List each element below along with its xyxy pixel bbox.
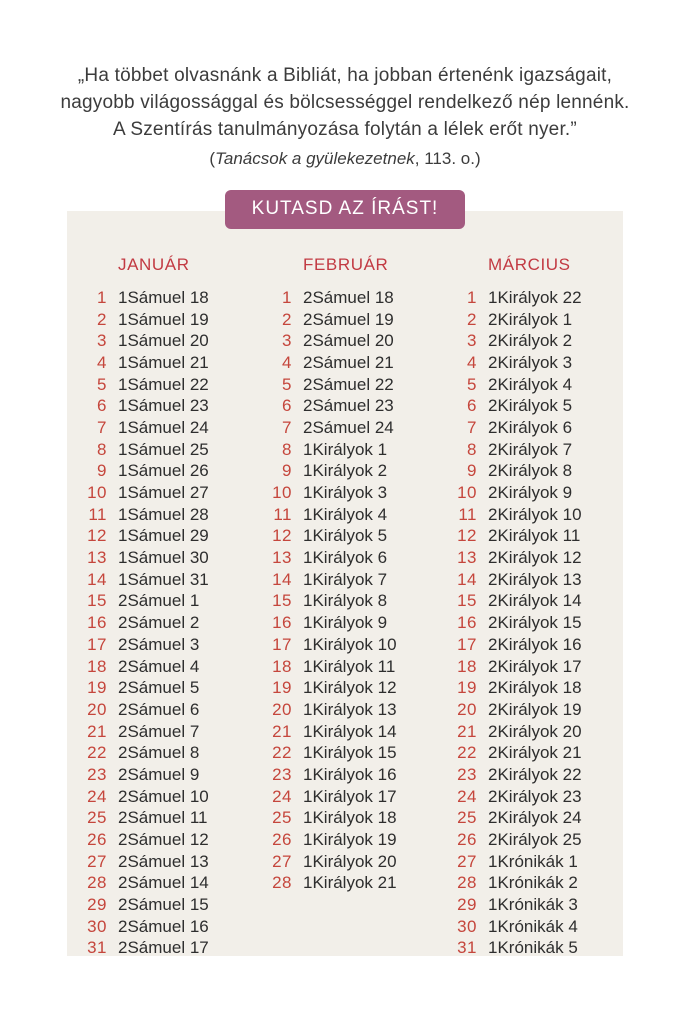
day-number: 8 xyxy=(97,439,107,459)
day-number: 31 xyxy=(457,938,477,958)
day-number: 6 xyxy=(282,396,292,416)
day-number: 23 xyxy=(457,764,477,784)
reading-reference: 1Királyok 14 xyxy=(303,721,397,741)
reading-row xyxy=(67,330,252,352)
reading-reference: 2Királyok 20 xyxy=(488,721,582,741)
reading-reference: 2Sámuel 12 xyxy=(118,830,209,850)
reading-row xyxy=(437,461,623,483)
reading-reference: 1Királyok 17 xyxy=(303,786,397,806)
reading-row xyxy=(437,547,623,569)
reading-row xyxy=(252,287,437,309)
month-header: MÁRCIUS xyxy=(488,255,571,274)
reading-row xyxy=(252,547,437,569)
day-number: 10 xyxy=(87,483,107,503)
day-number: 19 xyxy=(457,678,477,698)
reading-row xyxy=(437,612,623,634)
day-number: 14 xyxy=(457,569,477,589)
reading-row xyxy=(437,742,623,764)
reading-row xyxy=(67,851,252,873)
reading-row xyxy=(67,916,252,938)
reading-reference: 2Sámuel 4 xyxy=(118,656,200,676)
reading-reference: 1Krónikák 2 xyxy=(488,873,578,893)
reading-row xyxy=(252,829,437,851)
reading-row xyxy=(437,504,623,526)
reading-reference: 2Királyok 14 xyxy=(488,591,582,611)
reading-reference: 1Sámuel 28 xyxy=(118,504,209,524)
reading-row xyxy=(437,894,623,916)
day-number: 15 xyxy=(272,591,292,611)
reading-row xyxy=(437,786,623,808)
reading-reference: 2Sámuel 3 xyxy=(118,634,200,654)
reading-reference: 2Királyok 5 xyxy=(488,396,573,416)
months-grid xyxy=(67,255,623,959)
reading-row xyxy=(437,677,623,699)
reading-reference: 1Sámuel 30 xyxy=(118,548,209,568)
day-number: 2 xyxy=(282,309,292,329)
reading-row xyxy=(437,526,623,548)
reading-reference: 1Királyok 15 xyxy=(303,743,397,763)
reading-reference: 2Sámuel 23 xyxy=(303,396,394,416)
day-number: 24 xyxy=(272,786,292,806)
reading-reference: 2Sámuel 19 xyxy=(303,309,394,329)
day-number: 20 xyxy=(457,699,477,719)
banner xyxy=(225,190,466,229)
day-number: 29 xyxy=(457,895,477,915)
day-number: 6 xyxy=(97,396,107,416)
day-number: 28 xyxy=(87,873,107,893)
reading-row xyxy=(437,938,623,960)
day-number: 18 xyxy=(87,656,107,676)
reading-row xyxy=(67,287,252,309)
reading-row xyxy=(252,677,437,699)
reading-reference: 2Királyok 1 xyxy=(488,309,573,329)
reading-row xyxy=(67,808,252,830)
day-number: 23 xyxy=(87,764,107,784)
reading-row xyxy=(252,699,437,721)
day-number: 15 xyxy=(457,591,477,611)
reading-reference: 2Királyok 24 xyxy=(488,808,582,828)
day-number: 19 xyxy=(272,678,292,698)
reading-row xyxy=(437,808,623,830)
reading-reference: 2Királyok 12 xyxy=(488,548,582,568)
day-number: 11 xyxy=(88,504,107,524)
quote-line-3: A Szentírás tanulmányozása folytán a lélek erőt nyer.” xyxy=(113,119,577,140)
reading-row xyxy=(67,656,252,678)
reading-row xyxy=(252,851,437,873)
reading-reference: 2Sámuel 22 xyxy=(303,374,394,394)
day-number: 18 xyxy=(457,656,477,676)
reading-row xyxy=(437,569,623,591)
reading-reference: 2Királyok 3 xyxy=(488,352,573,372)
reading-row xyxy=(252,612,437,634)
reading-row xyxy=(67,547,252,569)
reading-reference: 1Krónikák 5 xyxy=(488,938,578,958)
month-column xyxy=(437,255,623,959)
reading-row xyxy=(252,569,437,591)
day-number: 20 xyxy=(272,699,292,719)
reading-row xyxy=(252,374,437,396)
reading-row xyxy=(252,634,437,656)
day-number: 22 xyxy=(272,743,292,763)
reading-row xyxy=(67,742,252,764)
reading-reference: 2Királyok 10 xyxy=(488,504,582,524)
reading-row xyxy=(67,699,252,721)
reading-row xyxy=(437,309,623,331)
reading-reference: 2Sámuel 9 xyxy=(118,764,200,784)
day-number: 4 xyxy=(467,352,477,372)
reading-row xyxy=(437,352,623,374)
reading-reference: 2Sámuel 7 xyxy=(118,721,200,741)
citation xyxy=(0,149,690,169)
reading-row xyxy=(67,873,252,895)
day-number: 26 xyxy=(457,830,477,850)
reading-row xyxy=(252,808,437,830)
reading-reference: 1Sámuel 21 xyxy=(118,352,209,372)
reading-reference: 1Királyok 6 xyxy=(303,548,388,568)
day-number: 28 xyxy=(272,873,292,893)
day-number: 17 xyxy=(272,634,292,654)
day-number: 22 xyxy=(457,743,477,763)
reading-reference: 1Sámuel 25 xyxy=(118,439,209,459)
reading-row xyxy=(252,482,437,504)
day-number: 7 xyxy=(97,417,107,437)
reading-reference: 2Sámuel 21 xyxy=(303,352,394,372)
day-number: 1 xyxy=(97,287,107,307)
day-number: 11 xyxy=(273,504,292,524)
reading-reference: 2Királyok 16 xyxy=(488,634,582,654)
reading-reference: 2Sámuel 20 xyxy=(303,331,394,351)
day-number: 11 xyxy=(458,504,477,524)
citation-title: Tanácsok a gyülekezetnek xyxy=(215,149,415,168)
reading-reference: 2Sámuel 16 xyxy=(118,916,209,936)
reading-reference: 1Királyok 10 xyxy=(303,634,397,654)
day-number: 27 xyxy=(87,851,107,871)
citation-rest: , 113. o.) xyxy=(414,149,481,168)
day-number: 12 xyxy=(457,526,477,546)
day-number: 23 xyxy=(272,764,292,784)
reading-row xyxy=(67,352,252,374)
day-number: 10 xyxy=(457,483,477,503)
day-number: 22 xyxy=(87,743,107,763)
reading-reference: 2Sámuel 14 xyxy=(118,873,209,893)
reading-reference: 2Sámuel 1 xyxy=(118,591,200,611)
reading-row xyxy=(437,699,623,721)
quote-block xyxy=(0,62,690,143)
day-number: 27 xyxy=(457,851,477,871)
day-number: 15 xyxy=(87,591,107,611)
reading-row xyxy=(437,916,623,938)
quote-line-2: nagyobb világossággal és bölcsességgel rendelkező nép lennénk. xyxy=(60,92,630,113)
reading-row xyxy=(67,612,252,634)
day-number: 3 xyxy=(467,331,477,351)
month-rows xyxy=(437,287,623,959)
reading-reference: 1Királyok 19 xyxy=(303,830,397,850)
reading-reference: 2Királyok 6 xyxy=(488,417,573,437)
day-number: 9 xyxy=(97,461,107,481)
reading-row xyxy=(437,591,623,613)
day-number: 25 xyxy=(272,808,292,828)
day-number: 3 xyxy=(97,331,107,351)
reading-reference: 2Királyok 25 xyxy=(488,830,582,850)
reading-reference: 2Királyok 22 xyxy=(488,764,582,784)
reading-reference: 1Sámuel 23 xyxy=(118,396,209,416)
reading-reference: 1Királyok 13 xyxy=(303,699,397,719)
reading-reference: 2Királyok 15 xyxy=(488,613,582,633)
month-column xyxy=(252,255,437,959)
reading-reference: 1Királyok 12 xyxy=(303,678,397,698)
day-number: 25 xyxy=(457,808,477,828)
day-number: 5 xyxy=(467,374,477,394)
day-number: 2 xyxy=(97,309,107,329)
reading-row xyxy=(252,504,437,526)
day-number: 2 xyxy=(467,309,477,329)
reading-row xyxy=(67,417,252,439)
month-column xyxy=(67,255,252,959)
citation-open: ( xyxy=(209,149,216,168)
reading-row xyxy=(252,873,437,895)
reading-row xyxy=(67,591,252,613)
reading-reference: 2Sámuel 2 xyxy=(118,613,200,633)
day-number: 12 xyxy=(87,526,107,546)
day-number: 9 xyxy=(467,461,477,481)
reading-reference: 2Királyok 8 xyxy=(488,461,573,481)
reading-reference: 2Királyok 19 xyxy=(488,699,582,719)
reading-reference: 2Sámuel 6 xyxy=(118,699,200,719)
reading-reference: 2Királyok 7 xyxy=(488,439,573,459)
month-rows xyxy=(67,287,252,959)
day-number: 31 xyxy=(87,938,107,958)
reading-row xyxy=(437,417,623,439)
reading-reference: 1Sámuel 29 xyxy=(118,526,209,546)
reading-reference: 2Sámuel 13 xyxy=(118,851,209,871)
reading-row xyxy=(252,764,437,786)
month-header: FEBRUÁR xyxy=(303,255,389,274)
reading-row xyxy=(252,309,437,331)
reading-row xyxy=(67,764,252,786)
reading-reference: 2Sámuel 8 xyxy=(118,743,200,763)
day-number: 14 xyxy=(87,569,107,589)
day-number: 1 xyxy=(282,287,292,307)
day-number: 20 xyxy=(87,699,107,719)
reading-reference: 1Sámuel 18 xyxy=(118,287,209,307)
day-number: 6 xyxy=(467,396,477,416)
reading-reference: 1Sámuel 26 xyxy=(118,461,209,481)
reading-row xyxy=(67,374,252,396)
reading-row xyxy=(437,330,623,352)
reading-reference: 1Királyok 5 xyxy=(303,526,388,546)
reading-reference: 1Krónikák 1 xyxy=(488,851,578,871)
reading-row xyxy=(252,786,437,808)
reading-row xyxy=(252,742,437,764)
reading-row xyxy=(252,417,437,439)
day-number: 7 xyxy=(282,417,292,437)
reading-row xyxy=(437,656,623,678)
day-number: 17 xyxy=(457,634,477,654)
reading-reference: 1Királyok 8 xyxy=(303,591,388,611)
reading-reference: 1Sámuel 27 xyxy=(118,483,209,503)
reading-reference: 2Sámuel 17 xyxy=(118,938,209,958)
reading-reference: 1Krónikák 4 xyxy=(488,916,578,936)
reading-reference: 2Királyok 2 xyxy=(488,331,573,351)
reading-row xyxy=(252,395,437,417)
reading-row xyxy=(67,569,252,591)
reading-reference: 2Királyok 18 xyxy=(488,678,582,698)
day-number: 9 xyxy=(282,461,292,481)
reading-row xyxy=(67,526,252,548)
reading-reference: 2Királyok 9 xyxy=(488,483,573,503)
reading-plan xyxy=(67,190,623,956)
reading-reference: 1Sámuel 31 xyxy=(118,569,209,589)
month-rows xyxy=(252,287,437,894)
reading-reference: 1Királyok 7 xyxy=(303,569,388,589)
month-header: JANUÁR xyxy=(118,255,190,274)
day-number: 24 xyxy=(87,786,107,806)
day-number: 4 xyxy=(97,352,107,372)
reading-row xyxy=(67,504,252,526)
reading-row xyxy=(437,634,623,656)
reading-row xyxy=(252,526,437,548)
day-number: 1 xyxy=(467,287,477,307)
banner-label: KUTASD AZ ÍRÁST! xyxy=(251,198,439,219)
reading-row xyxy=(67,395,252,417)
reading-row xyxy=(252,591,437,613)
reading-row xyxy=(437,482,623,504)
day-number: 12 xyxy=(272,526,292,546)
reading-row xyxy=(67,786,252,808)
day-number: 5 xyxy=(282,374,292,394)
day-number: 30 xyxy=(87,916,107,936)
reading-row xyxy=(67,894,252,916)
reading-reference: 1Sámuel 19 xyxy=(118,309,209,329)
day-number: 19 xyxy=(87,678,107,698)
reading-row xyxy=(67,829,252,851)
day-number: 17 xyxy=(87,634,107,654)
day-number: 21 xyxy=(87,721,107,741)
reading-row xyxy=(437,764,623,786)
day-number: 3 xyxy=(282,331,292,351)
reading-row xyxy=(67,721,252,743)
reading-reference: 2Királyok 4 xyxy=(488,374,573,394)
quote-line-1: „Ha többet olvasnánk a Bibliát, ha jobban értenénk igazságait, xyxy=(77,65,613,86)
reading-reference: 1Királyok 9 xyxy=(303,613,388,633)
reading-row xyxy=(67,634,252,656)
reading-row xyxy=(252,721,437,743)
reading-reference: 1Sámuel 24 xyxy=(118,417,209,437)
day-number: 10 xyxy=(272,483,292,503)
day-number: 21 xyxy=(272,721,292,741)
reading-reference: 1Királyok 22 xyxy=(488,287,582,307)
reading-reference: 1Királyok 1 xyxy=(303,439,388,459)
day-number: 14 xyxy=(272,569,292,589)
day-number: 5 xyxy=(97,374,107,394)
day-number: 7 xyxy=(467,417,477,437)
reading-reference: 1Királyok 2 xyxy=(303,461,388,481)
reading-row xyxy=(437,374,623,396)
reading-reference: 1Sámuel 20 xyxy=(118,331,209,351)
reading-reference: 2Királyok 13 xyxy=(488,569,582,589)
reading-reference: 1Sámuel 22 xyxy=(118,374,209,394)
day-number: 30 xyxy=(457,916,477,936)
reading-row xyxy=(252,439,437,461)
day-number: 26 xyxy=(272,830,292,850)
reading-reference: 2Királyok 11 xyxy=(488,526,581,546)
reading-reference: 1Királyok 18 xyxy=(303,808,397,828)
reading-reference: 2Királyok 21 xyxy=(488,743,582,763)
reading-reference: 1Királyok 16 xyxy=(303,764,397,784)
day-number: 13 xyxy=(457,548,477,568)
reading-reference: 2Sámuel 15 xyxy=(118,895,209,915)
calendar-panel xyxy=(67,211,623,956)
reading-row xyxy=(437,829,623,851)
reading-reference: 1Királyok 3 xyxy=(303,483,388,503)
day-number: 21 xyxy=(457,721,477,741)
reading-reference: 1Királyok 20 xyxy=(303,851,397,871)
reading-reference: 2Sámuel 11 xyxy=(118,808,208,828)
reading-reference: 1Krónikák 3 xyxy=(488,895,578,915)
reading-row xyxy=(252,656,437,678)
day-number: 16 xyxy=(272,613,292,633)
reading-reference: 2Sámuel 10 xyxy=(118,786,209,806)
day-number: 24 xyxy=(457,786,477,806)
reading-reference: 1Királyok 4 xyxy=(303,504,388,524)
day-number: 18 xyxy=(272,656,292,676)
reading-row xyxy=(437,395,623,417)
reading-row xyxy=(252,352,437,374)
day-number: 16 xyxy=(457,613,477,633)
day-number: 26 xyxy=(87,830,107,850)
reading-reference: 2Királyok 17 xyxy=(488,656,582,676)
reading-row xyxy=(67,461,252,483)
reading-reference: 2Sámuel 24 xyxy=(303,417,394,437)
day-number: 25 xyxy=(87,808,107,828)
reading-row xyxy=(67,677,252,699)
reading-row xyxy=(437,851,623,873)
day-number: 8 xyxy=(467,439,477,459)
reading-reference: 1Királyok 21 xyxy=(303,873,397,893)
reading-row xyxy=(437,721,623,743)
reading-row xyxy=(252,461,437,483)
day-number: 28 xyxy=(457,873,477,893)
day-number: 8 xyxy=(282,439,292,459)
day-number: 4 xyxy=(282,352,292,372)
reading-reference: 2Sámuel 5 xyxy=(118,678,200,698)
reading-reference: 2Sámuel 18 xyxy=(303,287,394,307)
day-number: 29 xyxy=(87,895,107,915)
day-number: 13 xyxy=(272,548,292,568)
reading-row xyxy=(67,482,252,504)
reading-row xyxy=(67,439,252,461)
day-number: 27 xyxy=(272,851,292,871)
day-number: 13 xyxy=(87,548,107,568)
reading-row xyxy=(437,873,623,895)
reading-row xyxy=(437,439,623,461)
reading-row xyxy=(67,938,252,960)
reading-row xyxy=(67,309,252,331)
reading-reference: 2Királyok 23 xyxy=(488,786,582,806)
reading-reference: 1Királyok 11 xyxy=(303,656,396,676)
day-number: 16 xyxy=(87,613,107,633)
reading-row xyxy=(437,287,623,309)
reading-row xyxy=(252,330,437,352)
